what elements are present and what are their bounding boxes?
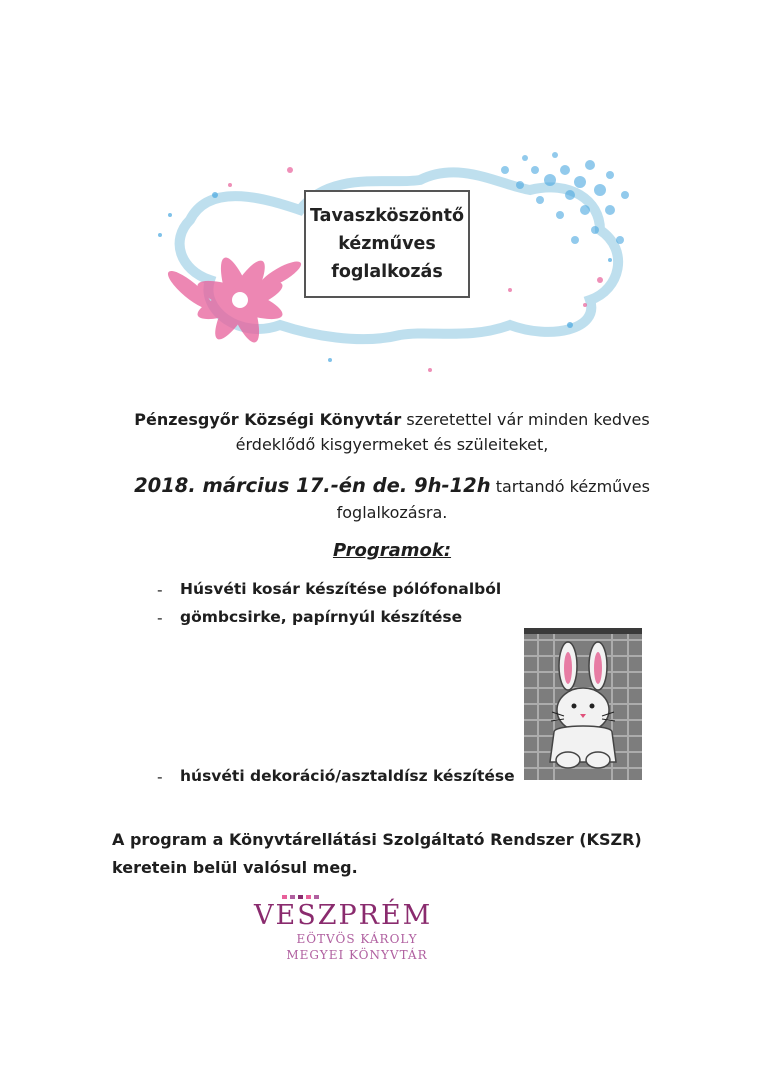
event-date-rest: tartandó kézműves — [495, 477, 650, 496]
bullet-dash: - — [157, 768, 163, 786]
bullet-dash: - — [157, 581, 163, 599]
intro-line-2: érdeklődő kisgyermeket és szüleiteket, — [235, 435, 549, 454]
programs-heading: Programok: — [332, 540, 452, 561]
footer-note: A program a Könyvtárellátási Szolgáltató Rendszer (KSZR) keretein belül valósul meg. — [112, 830, 642, 877]
program-item: Húsvéti kosár készítése pólófonalból — [180, 580, 502, 598]
bunny-decoration-photo — [524, 628, 642, 780]
event-line-2: foglalkozásra. — [336, 503, 448, 522]
logo-sub-line-1: EÖTVÖS KÁROLY — [296, 932, 418, 946]
title-line-2: kézműves — [338, 234, 436, 254]
logo-main-text: VESZPRÉM — [254, 900, 433, 931]
blue-flower — [501, 152, 629, 244]
intro-line-1-rest: szeretettel vár minden kedves — [406, 410, 650, 429]
title-box — [304, 190, 470, 298]
org-name: Pénzesgyőr Községi Könyvtár — [134, 410, 402, 429]
event-date: 2018. március 17.-én de. 9h-12h — [134, 474, 491, 497]
bullet-dash: - — [157, 609, 163, 627]
title-line-3: foglalkozás — [331, 262, 443, 282]
logo-sub-line-2: MEGYEI KÖNYVTÁR — [286, 948, 428, 962]
title-line-1: Tavaszköszöntő — [310, 206, 464, 226]
intro-line-1 — [0, 410, 784, 429]
event-line-1 — [0, 474, 784, 497]
program-item: húsvéti dekoráció/asztaldísz készítése — [180, 767, 515, 785]
program-item: gömbcsirke, papírnyúl készítése — [180, 608, 463, 626]
